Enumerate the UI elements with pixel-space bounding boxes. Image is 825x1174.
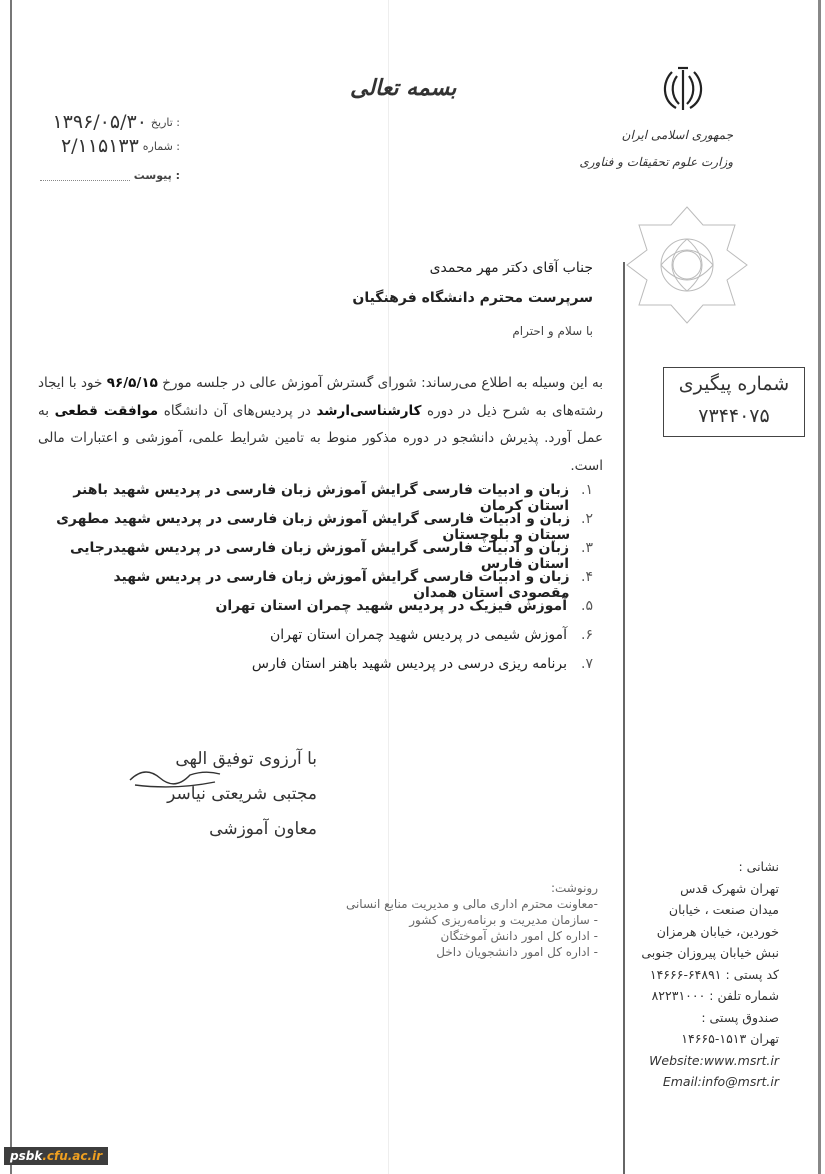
list-item bbox=[53, 656, 593, 685]
handwritten-signature-icon bbox=[125, 760, 225, 795]
signatory-name: مجتبی شریعتی نیاسر bbox=[167, 784, 317, 804]
item-number: ۷. bbox=[581, 656, 593, 672]
watermark-part-2: .cfu.ac.ir bbox=[42, 1149, 103, 1163]
cc-line: - سازمان مدیریت و برنامه‌ریزی کشور bbox=[409, 913, 598, 927]
tracking-value: ۷۳۴۴۰۷۵ bbox=[698, 405, 770, 427]
date-row bbox=[30, 110, 180, 134]
ornament-icon bbox=[625, 205, 750, 325]
item-text: برنامه ریزی درسی در پردیس شهید باهنر استان فارس bbox=[251, 656, 567, 672]
number-row bbox=[30, 134, 180, 158]
date-value: ۱۳۹۶/۰۵/۳۰ bbox=[52, 111, 147, 133]
list-item bbox=[53, 627, 593, 656]
item-number: ۱. bbox=[581, 482, 593, 498]
address-line: نبش خیابان پیروزان جنوبی bbox=[641, 945, 779, 960]
email-link[interactable]: Email:info@msrt.ir bbox=[662, 1074, 779, 1089]
list-item bbox=[53, 511, 593, 543]
phone-number: شماره تلفن : ۸۲۲۳۱۰۰۰ bbox=[651, 988, 779, 1003]
address-line: خوردین، خیابان هرمزان bbox=[656, 923, 779, 939]
body-part-1: به این وسیله به اطلاع می‌رساند: شورای گسترش آموزش عالی در جلسه مورخ bbox=[157, 375, 603, 391]
cc-line: -معاونت محترم اداری مالی و مدیریت منابع انسانی bbox=[345, 897, 598, 911]
cc-label: رونوشت: bbox=[550, 881, 598, 895]
item-text: زبان و ادبیات فارسی گرایش آموزش زبان فارسی در پردیس شهیدرجایی استان فارس bbox=[70, 540, 570, 572]
address-line: تهران شهرک قدس bbox=[680, 880, 779, 896]
margin-divider bbox=[623, 262, 625, 1174]
list-item bbox=[53, 540, 593, 572]
tracking-box bbox=[663, 367, 805, 437]
po-box-value: تهران ۱۵۱۳-۱۴۶۶۵ bbox=[681, 1031, 779, 1046]
item-text: زبان و ادبیات فارسی گرایش آموزش زبان فارسی در پردیس شهید مقصودی استان همدان bbox=[113, 569, 570, 601]
invocation: بسمه تعالی bbox=[350, 75, 457, 101]
date-label: تاریخ : bbox=[150, 115, 180, 129]
cc-line: - اداره کل امور دانش آموختگان bbox=[440, 929, 598, 943]
item-number: ۴. bbox=[581, 569, 593, 585]
attachment-dotted-line bbox=[40, 170, 130, 181]
address-line: نشانی : bbox=[738, 859, 779, 874]
watermark-part-1: psbk bbox=[10, 1149, 43, 1163]
body-part-3: در پردیس‌های آن دانشگاه bbox=[158, 402, 317, 419]
greeting: با سلام و احترام bbox=[512, 324, 593, 338]
cc-line: - اداره کل امور دانشجویان داخل bbox=[436, 945, 598, 959]
tracking-label: شماره پیگیری bbox=[678, 373, 790, 395]
cc-block bbox=[346, 880, 598, 960]
iran-emblem-icon bbox=[660, 62, 706, 116]
number-label: شماره : bbox=[142, 139, 180, 153]
address-line: میدان صنعت ، خیابان bbox=[668, 902, 779, 917]
item-number: ۵. bbox=[581, 598, 593, 614]
number-value: ۲/۱۱۵۱۳۳ bbox=[60, 135, 139, 157]
item-number: ۶. bbox=[581, 627, 593, 643]
list-item bbox=[53, 482, 593, 514]
attachment-label: پیوست : bbox=[133, 168, 180, 182]
item-text: زبان و ادبیات فارسی گرایش آموزش زبان فارسی در پردیس شهید مطهری سیتان و بلوچستان bbox=[56, 511, 571, 543]
body-part-2: خود با ایجاد رشته‌های به شرح ذیل در دوره bbox=[38, 375, 604, 419]
item-text: آموزش شیمی در پردیس شهید چمران استان تهران bbox=[270, 627, 567, 643]
closing: با آرزوی توفیق الهی bbox=[175, 749, 317, 769]
degree-level: کارشناسی‌ارشد bbox=[316, 402, 422, 419]
watermark bbox=[4, 1147, 108, 1165]
po-box-label: صندوق پستی : bbox=[701, 1009, 779, 1025]
office-address bbox=[641, 856, 779, 1093]
body-paragraph bbox=[38, 370, 603, 480]
addressee-title: سرپرست محترم دانشگاه فرهنگیان bbox=[352, 290, 593, 306]
meeting-date: ۹۶/۵/۱۵ bbox=[106, 375, 158, 391]
ministry-heading bbox=[579, 122, 733, 176]
signatory-title: معاون آموزشی bbox=[209, 819, 317, 839]
attachment-row bbox=[30, 163, 180, 187]
list-item bbox=[53, 569, 593, 601]
item-number: ۳. bbox=[581, 540, 593, 556]
item-text: آموزش فیزیک در پردیس شهید چمران استان تهران bbox=[215, 598, 567, 614]
item-number: ۲. bbox=[581, 511, 593, 527]
org-line-1: جمهوری اسلامی ایران bbox=[621, 128, 733, 142]
decision: موافقت قطعی bbox=[54, 402, 159, 419]
item-text: زبان و ادبیات فارسی گرایش آموزش زبان فارسی در پردیس شهید باهنر استان کرمان bbox=[73, 482, 569, 514]
scan-edge-right bbox=[818, 0, 821, 1174]
scan-edge-left bbox=[10, 0, 12, 1174]
postal-code: کد پستی : ۶۴۸۹۱-۱۴۶۶۶ bbox=[649, 966, 779, 982]
org-line-2: وزارت علوم تحقیقات و فناوری bbox=[579, 155, 733, 169]
program-list bbox=[53, 482, 593, 685]
addressee-name: جناب آقای دکتر مهر محمدی bbox=[429, 260, 593, 276]
list-item bbox=[53, 598, 593, 627]
website-link[interactable]: Website:www.msrt.ir bbox=[649, 1052, 779, 1068]
body-part-4: به عمل آورد. پذیرش دانشجو در دوره مذکور منوط به تامین شرایط علمی، آموزشی و اعتبارات مالی است. bbox=[38, 402, 603, 474]
